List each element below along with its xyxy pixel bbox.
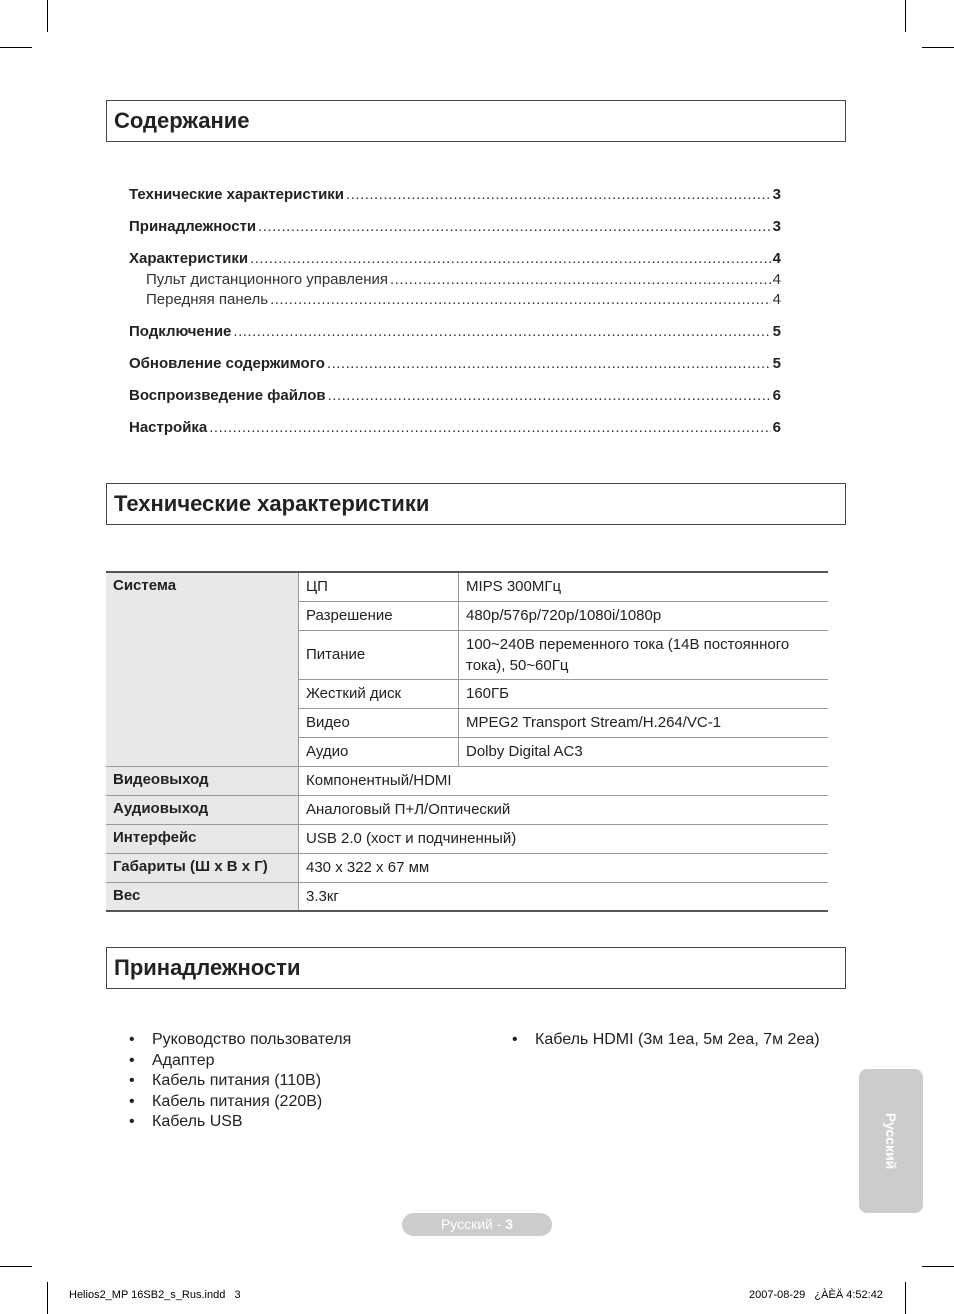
spec-label: Габариты (Ш x В x Г) (106, 853, 299, 882)
list-item: • Кабель питания (110В) (129, 1071, 351, 1092)
spec-sublabel: ЦП (299, 572, 459, 601)
list-item: • Кабель питания (220В) (129, 1092, 351, 1113)
crop-mark (922, 47, 954, 48)
toc-entry[interactable] (129, 186, 781, 206)
toc-entry-page: 4 (772, 291, 781, 308)
spec-sublabel: Питание (299, 630, 459, 679)
toc-entry-page: 4 (772, 271, 781, 288)
list-item: • Кабель USB (129, 1112, 351, 1133)
toc-entry[interactable] (129, 387, 781, 407)
toc-entry-page: 6 (772, 387, 781, 404)
bullet: • (129, 1031, 135, 1048)
spec-value: 160ГБ (459, 679, 829, 708)
bullet: • (129, 1051, 135, 1069)
toc-subentry[interactable] (129, 271, 781, 291)
spec-value: Аналоговый П+Л/Оптический (299, 795, 829, 824)
spec-sublabel: Жесткий диск (299, 679, 459, 708)
accessories-list-left (129, 1030, 351, 1133)
table-row (106, 853, 828, 882)
bullet: • (129, 1092, 135, 1110)
spec-value: MIPS 300МГц (459, 572, 829, 601)
spec-value: 3.3кг (299, 882, 829, 911)
crop-mark (905, 0, 906, 32)
crop-mark (47, 0, 48, 32)
toc-entry[interactable] (129, 250, 781, 270)
crop-mark (47, 1282, 48, 1314)
crop-mark (922, 1266, 954, 1267)
toc-entry-label: Воспроизведение файлов (129, 387, 326, 404)
toc-entry-label: Подключение (129, 323, 232, 340)
spec-value: USB 2.0 (хост и подчиненный) (299, 824, 829, 853)
specs-table (106, 571, 828, 912)
spec-value: 100~240В переменного тока (14В постоянного тока), 50~60Гц (459, 630, 829, 679)
toc-entry-label: Обновление содержимого (129, 355, 325, 372)
spec-sublabel: Аудио (299, 737, 459, 766)
print-footer-timestamp: 2007-08-29 ¿ÀÈÄ 4:52:42 (749, 1289, 883, 1301)
bullet: • (512, 1031, 518, 1048)
toc-entry[interactable] (129, 355, 781, 375)
table-row (106, 882, 828, 911)
spec-label: Интерфейс (106, 824, 299, 853)
accessories-list-right (512, 1030, 820, 1051)
toc-entry-label: Принадлежности (129, 218, 257, 235)
list-item: • Адаптер (129, 1051, 351, 1072)
bullet: • (129, 1072, 135, 1090)
crop-mark (0, 1266, 32, 1267)
toc-entry-label: Технические характеристики (129, 186, 345, 203)
spec-sublabel: Видео (299, 708, 459, 737)
spec-label: Система (106, 572, 299, 766)
toc-entry-page: 5 (772, 323, 781, 340)
list-item: • Кабель HDMI (3м 1еа, 5м 2еа, 7м 2еа) (512, 1030, 820, 1051)
spec-label: Аудиовыход (106, 795, 299, 824)
spec-sublabel: Разрешение (299, 601, 459, 630)
toc-entry-page: 3 (772, 186, 781, 203)
specs-heading: Технические характеристики (106, 483, 846, 525)
crop-mark (905, 1282, 906, 1314)
toc-entry-label: Настройка (129, 419, 208, 436)
bullet: • (129, 1113, 135, 1131)
contents-heading: Содержание (106, 100, 846, 142)
table-row (106, 766, 828, 795)
spec-value: 480p/576p/720p/1080i/1080p (459, 601, 829, 630)
toc-entry-label: Передняя панель (146, 291, 269, 308)
toc-entry-label: Характеристики (129, 250, 249, 267)
spec-value: Dolby Digital AC3 (459, 737, 829, 766)
spec-value: MPEG2 Transport Stream/H.264/VC-1 (459, 708, 829, 737)
language-side-tab (859, 1069, 923, 1213)
toc-entry-label: Пульт дистанционного управления (146, 271, 389, 288)
accessories-heading: Принадлежности (106, 947, 846, 989)
spec-value: 430 x 322 x 67 мм (299, 853, 829, 882)
toc-entry-page: 4 (772, 250, 781, 267)
toc-entry-page: 6 (772, 419, 781, 436)
table-row (106, 795, 828, 824)
spec-label: Вес (106, 882, 299, 911)
table-row (106, 824, 828, 853)
table-row (106, 572, 828, 601)
spec-label: Видеовыход (106, 766, 299, 795)
page-number: Русский - 3 (402, 1213, 552, 1236)
toc-entry[interactable] (129, 218, 781, 238)
toc-entry-page: 3 (772, 218, 781, 235)
toc-entry[interactable] (129, 323, 781, 343)
toc-entry[interactable] (129, 419, 781, 439)
spec-value: Компонентный/HDMI (299, 766, 829, 795)
list-item: • Руководство пользователя (129, 1030, 351, 1051)
language-side-tab-label: Русский (883, 1112, 899, 1170)
crop-mark (0, 47, 32, 48)
toc-subentry[interactable] (129, 291, 781, 311)
toc-entry-page: 5 (772, 355, 781, 372)
print-footer-filename: Helios2_MP 16SB2_s_Rus.indd 3 (69, 1289, 241, 1301)
